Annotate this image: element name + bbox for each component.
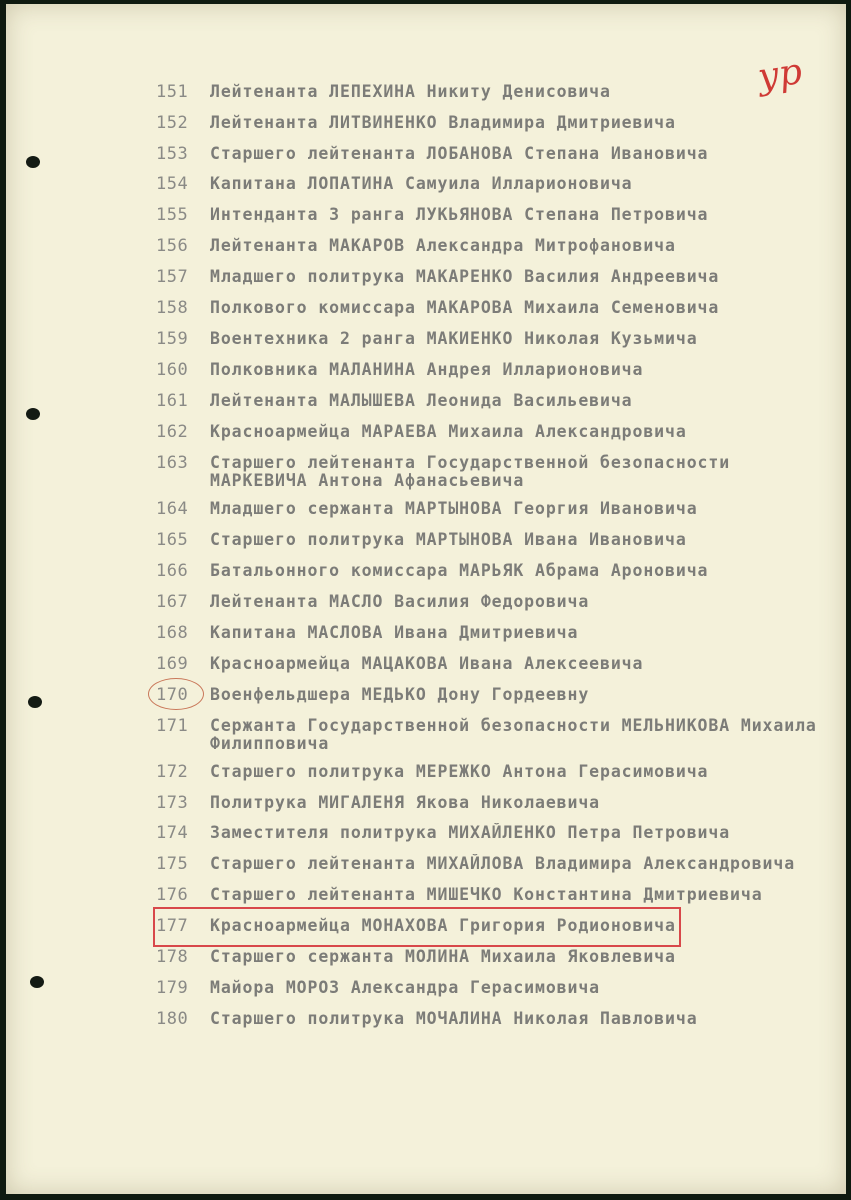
entry-number: 174	[156, 823, 189, 843]
list-item	[6, 621, 846, 647]
entry-text-continued: Филипповича	[210, 734, 330, 753]
entry-number: 162	[156, 422, 189, 442]
entry-number: 163	[156, 453, 189, 473]
entry-number: 157	[156, 267, 189, 287]
entry-text: Красноармейца МОНАХОВА Григория Родионовича	[210, 916, 676, 935]
list-item	[6, 760, 846, 786]
entry-number: 175	[156, 854, 189, 874]
entry-text: Лейтенанта МАСЛО Василия Федоровича	[210, 592, 590, 611]
entry-number: 159	[156, 329, 189, 349]
entry-text: Лейтенанта МАЛЫШЕВА Леонида Васильевича	[210, 391, 633, 410]
list-item	[6, 1007, 846, 1033]
entry-number: 158	[156, 298, 189, 318]
entry-number: 177	[156, 916, 189, 936]
entry-number: 172	[156, 762, 189, 782]
entry-number: 154	[156, 174, 189, 194]
entry-number: 153	[156, 144, 189, 164]
handwritten-mark: ур	[755, 51, 805, 98]
list-item	[6, 791, 846, 817]
entry-number: 168	[156, 623, 189, 643]
entry-number: 176	[156, 885, 189, 905]
list-item	[6, 976, 846, 1002]
entry-text: Полковника МАЛАНИНА Андрея Илларионовича	[210, 360, 644, 379]
list-item	[6, 420, 846, 446]
entry-text-continued: МАРКЕВИЧА Антона Афанасьевича	[210, 471, 525, 490]
entry-text: Старшего лейтенанта ЛОБАНОВА Степана Ивановича	[210, 144, 709, 163]
entry-text: Старшего лейтенанта МИШЕЧКО Константина Дмитриевича	[210, 885, 763, 904]
entry-number: 152	[156, 113, 189, 133]
entry-number: 170	[156, 685, 189, 705]
entry-text: Полкового комиссара МАКАРОВА Михаила Семеновича	[210, 298, 720, 317]
list-item	[6, 203, 846, 229]
entry-text: Лейтенанта ЛЕПЕХИНА Никиту Денисовича	[210, 82, 611, 101]
entry-text: Красноармейца МАРАЕВА Михаила Александровича	[210, 422, 687, 441]
list-item	[6, 883, 846, 909]
entry-text: Красноармейца МАЦАКОВА Ивана Алексеевича	[210, 654, 644, 673]
entry-number: 171	[156, 716, 189, 736]
list-item	[6, 821, 846, 847]
list-item	[6, 559, 846, 585]
entry-text: Капитана ЛОПАТИНА Самуила Илларионовича	[210, 174, 633, 193]
entry-number: 151	[156, 82, 189, 102]
entry-text: Старшего лейтенанта Государственной безопасности	[210, 453, 731, 472]
list-item	[6, 296, 846, 322]
entry-text: Батальонного комиссара МАРЬЯК Абрама Ароновича	[210, 561, 709, 580]
entry-text: Сержанта Государственной безопасности МЕЛЬНИКОВА Михаила	[210, 716, 817, 735]
entry-text: Военфельдшера МЕДЬКО Дону Гордеевну	[210, 685, 590, 704]
entry-number: 164	[156, 499, 189, 519]
entry-number: 155	[156, 205, 189, 225]
entry-text: Старшего политрука МЕРЕЖКО Антона Герасимовича	[210, 762, 709, 781]
list-item	[6, 234, 846, 260]
entry-text: Капитана МАСЛОВА Ивана Дмитриевича	[210, 623, 579, 642]
entry-number: 165	[156, 530, 189, 550]
entry-number: 160	[156, 360, 189, 380]
entry-number: 169	[156, 654, 189, 674]
entry-number: 156	[156, 236, 189, 256]
entry-text: Младшего политрука МАКАРЕНКО Василия Андреевича	[210, 267, 720, 286]
entry-text: Старшего сержанта МОЛИНА Михаила Яковлевича	[210, 947, 676, 966]
list-item	[6, 265, 846, 291]
list-item	[6, 111, 846, 137]
list-item	[6, 142, 846, 168]
list-item	[6, 652, 846, 678]
entry-text: Интенданта 3 ранга ЛУКЬЯНОВА Степана Петровича	[210, 205, 709, 224]
list-item	[6, 389, 846, 415]
entry-text: Младшего сержанта МАРТЫНОВА Георгия Ивановича	[210, 499, 698, 518]
list-item	[6, 528, 846, 554]
entry-text: Старшего политрука МАРТЫНОВА Ивана Ивановича	[210, 530, 687, 549]
entry-text: Лейтенанта МАКАРОВ Александра Митрофановича	[210, 236, 676, 255]
entry-number: 167	[156, 592, 189, 612]
entry-text: Майора МОРОЗ Александра Герасимовича	[210, 978, 601, 997]
handwritten-circle	[148, 678, 204, 710]
entry-number: 179	[156, 978, 189, 998]
list-item	[6, 683, 846, 709]
entry-text: Воентехника 2 ранга МАКИЕНКО Николая Кузьмича	[210, 329, 698, 348]
list-item	[6, 451, 846, 495]
entry-number: 178	[156, 947, 189, 967]
entry-number: 161	[156, 391, 189, 411]
list-item	[6, 852, 846, 878]
entry-number: 173	[156, 793, 189, 813]
list-item	[6, 714, 846, 758]
entry-text: Старшего политрука МОЧАЛИНА Николая Павловича	[210, 1009, 698, 1028]
list-item	[6, 945, 846, 971]
entry-text: Заместителя политрука МИХАЙЛЕНКО Петра Петровича	[210, 823, 731, 842]
list-item	[6, 590, 846, 616]
list-item	[6, 172, 846, 198]
entry-text: Политрука МИГАЛЕНЯ Якова Николаевича	[210, 793, 601, 812]
list-item	[6, 80, 846, 106]
document-page	[6, 4, 846, 1194]
highlight-box	[153, 907, 681, 947]
entry-text: Старшего лейтенанта МИХАЙЛОВА Владимира Александровича	[210, 854, 796, 873]
entry-number: 180	[156, 1009, 189, 1029]
list-item	[6, 327, 846, 353]
list-item	[6, 358, 846, 384]
entry-number: 166	[156, 561, 189, 581]
list-item	[6, 497, 846, 523]
entry-text: Лейтенанта ЛИТВИНЕНКО Владимира Дмитриевича	[210, 113, 676, 132]
